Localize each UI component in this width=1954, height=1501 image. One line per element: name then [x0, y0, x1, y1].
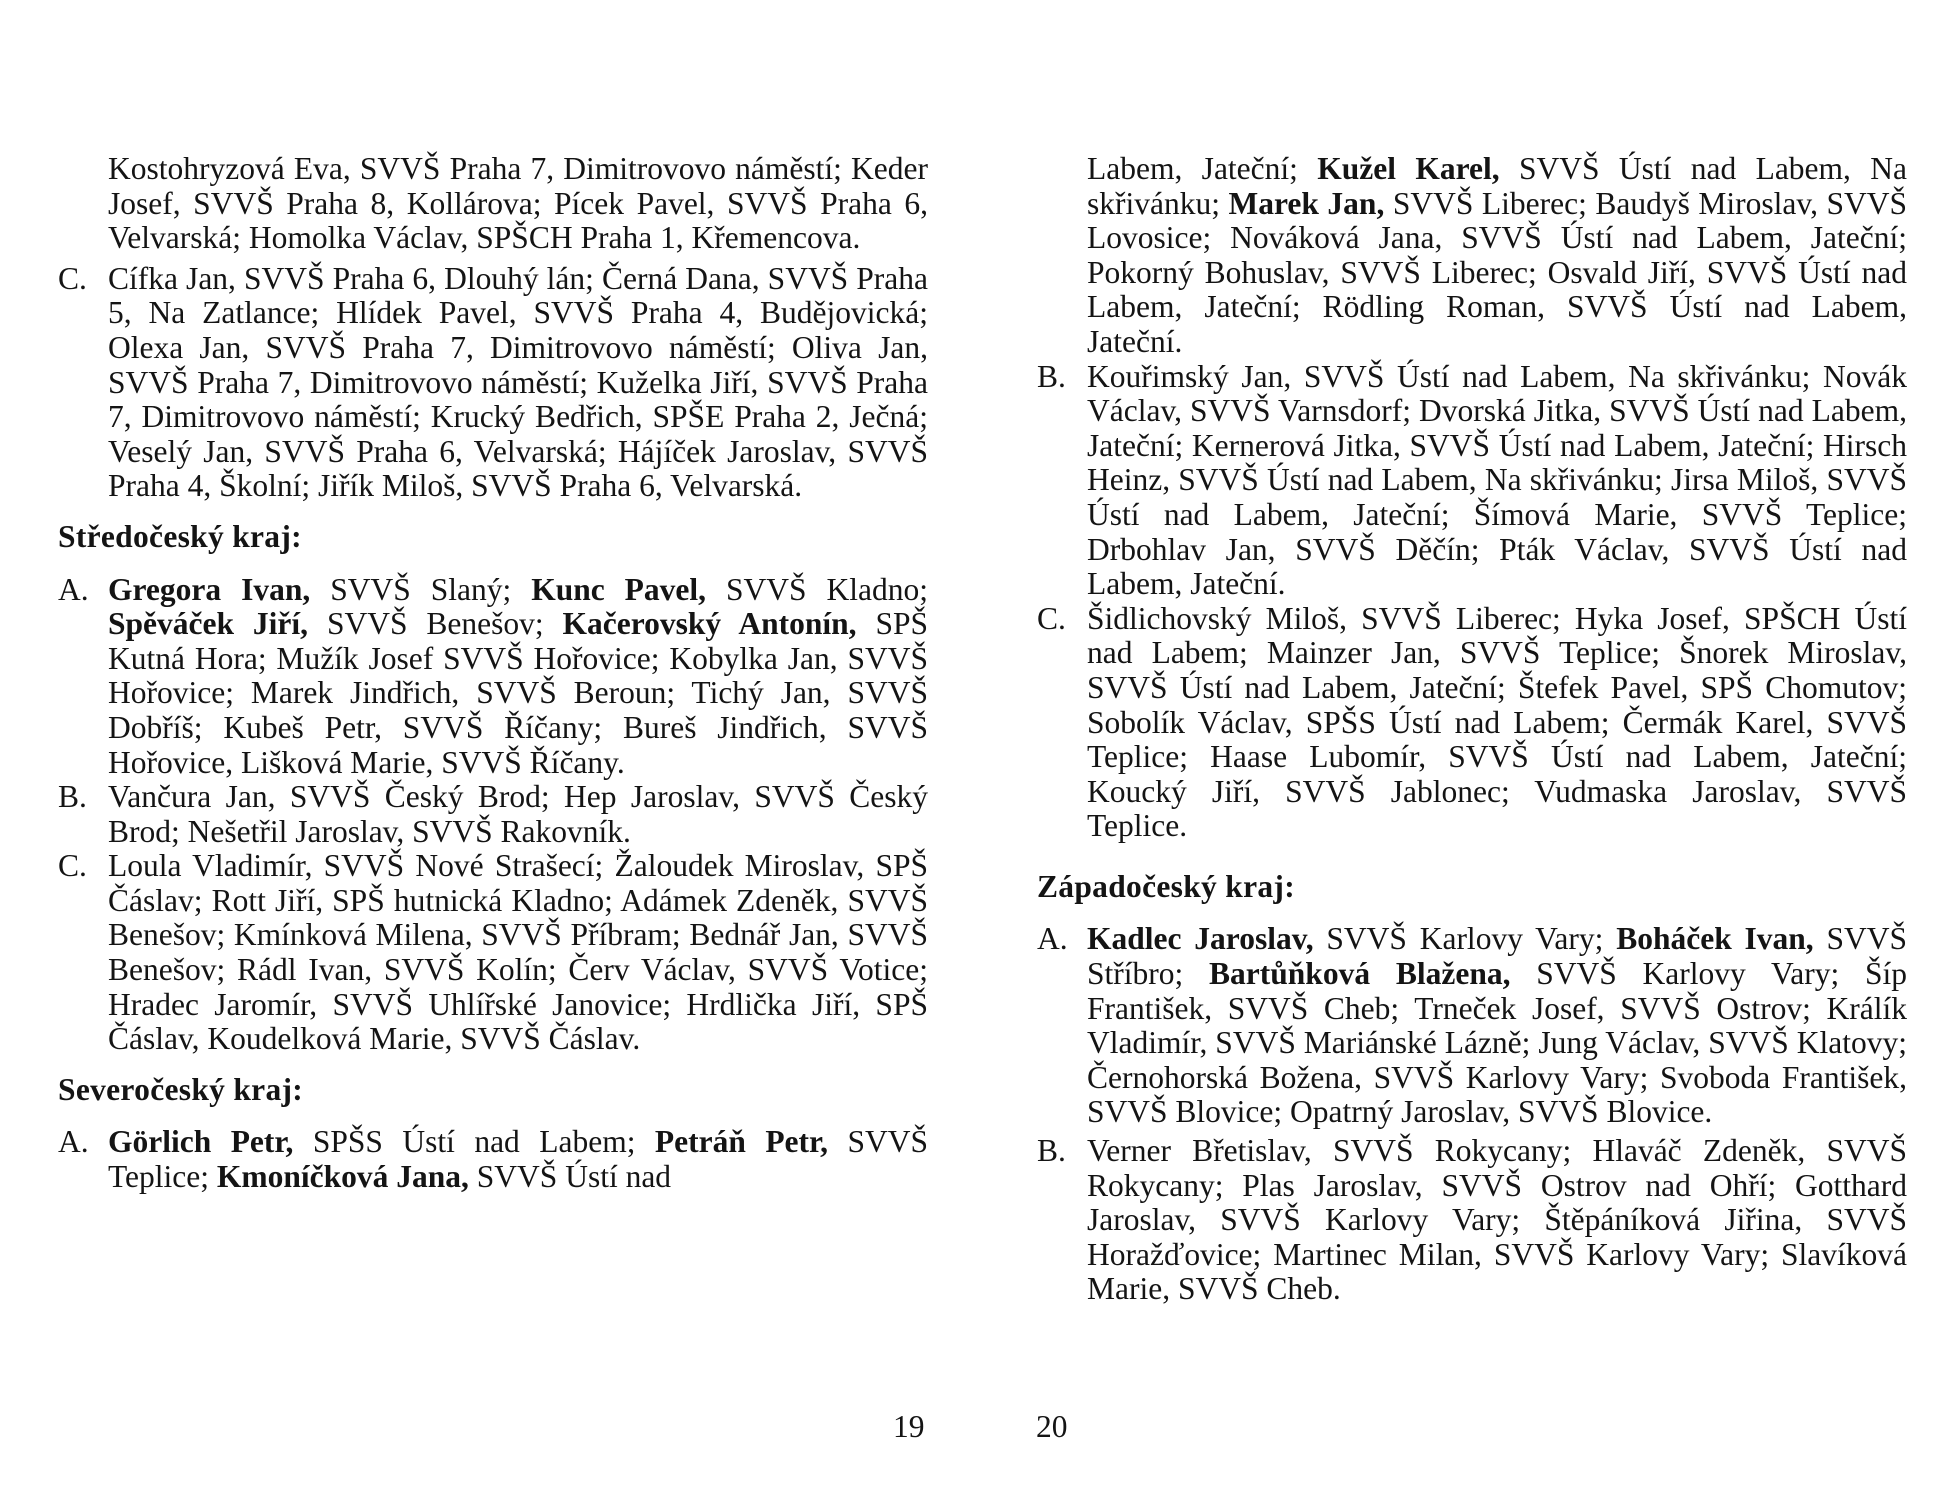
award-name: Spěváček Jiří, — [108, 606, 309, 642]
item-text: Cífka Jan, SVVŠ Praha 6, Dlouhý lán; Černá Dana, SVVŠ Praha 5, Na Zatlance; Hlídek Pavel, SVVŠ Praha 4, Budějovická; Olexa Jan, SVVŠ Praha 7, Dimitrovovo náměstí; Oliva Jan, SVVŠ Praha 7, Dimitrovovo náměstí; Kuželka Jiří, SVVŠ Praha 7, Dimitrovovo náměstí; Krucký Bedřich, SPŠE Praha 2, Ječná; Veselý Jan, SVVŠ Praha 6, Velvarská; Hájíček Jaroslav, SVVŠ Praha 4, Školní; Jiřík Miloš, SVVŠ Praha 6, Velvarská. — [108, 260, 928, 504]
item-text: Vančura Jan, SVVŠ Český Brod; Hep Jaroslav, SVVŠ Český Brod; Nešetřil Jaroslav, SVVŠ Rakovník. — [108, 779, 928, 849]
severocesky-section-c — [1037, 602, 1907, 844]
award-name: Kmoníčková Jana, — [216, 1159, 469, 1195]
award-name: Kužel Karel, — [1317, 151, 1500, 186]
award-name: Görlich Petr, — [108, 1124, 294, 1160]
item-text: SVVŠ Benešov; — [308, 606, 563, 642]
item-letter: C. — [58, 260, 87, 296]
item-letter: B. — [58, 779, 87, 815]
award-name: Kačerovský Antonín, — [562, 606, 857, 642]
stredocesky-section-a — [58, 573, 928, 781]
item-text: SVVŠ Karlovy Vary; — [1313, 921, 1617, 957]
region-heading-severocesky: Severočeský kraj: — [58, 1071, 304, 1107]
item-text: SVVŠ Slaný; — [310, 571, 532, 607]
award-name: Bartůňková Blažena, — [1209, 956, 1511, 992]
item-text: SVVŠ Ústí nad Labem, Na skřivánku; — [1087, 151, 1907, 221]
item-letter: C. — [1037, 600, 1066, 636]
zapadocesky-section-a — [1037, 922, 1907, 1130]
page-number-right: 20 — [1036, 1409, 1068, 1444]
item-text: Kouřimský Jan, SVVŠ Ústí nad Labem, Na skřivánku; Novák Václav, SVVŠ Varnsdorf; Dvorská Jitka, SVVŠ Ústí nad Labem, Jateční; Kernerová Jitka, SVVŠ Ústí nad Labem, Jateční; Hirsch Heinz, SVVŠ Ústí nad Labem, Na skřivánku; Jirsa Miloš, SVVŠ Ústí nad Labem, Jateční; Šímová Marie, SVVŠ Teplice; Drbohlav Jan, SVVŠ Děčín; Pták Václav, SVVŠ Ústí nad Labem, Jateční. — [1087, 358, 1907, 602]
award-name: Kunc Pavel, — [531, 571, 707, 607]
paragraph-continued — [1037, 152, 1907, 360]
item-letter: A. — [58, 571, 89, 607]
item-letter: C. — [58, 848, 87, 884]
left-page — [58, 152, 928, 1195]
item-text: SPŠS Ústí nad Labem; — [293, 1124, 655, 1160]
stredocesky-section-b — [58, 780, 928, 849]
award-name: Marek Jan, — [1228, 185, 1385, 221]
item-text: Labem, Jateční; — [1087, 151, 1318, 186]
page-number-left: 19 — [893, 1409, 925, 1444]
severocesky-section-b — [1037, 360, 1907, 602]
severocesky-section-a — [58, 1125, 928, 1194]
paragraph-continued: Kostohryzová Eva, SVVŠ Praha 7, Dimitrovovo náměstí; Keder Josef, SVVŠ Praha 8, Kollárova; Pícek Pavel, SVVŠ Praha 6, Velvarská; Homolka Václav, SPŠCH Praha 1, Křemencova. — [108, 151, 928, 256]
item-text: Verner Břetislav, SVVŠ Rokycany; Hlaváč Zdeněk, SVVŠ Rokycany; Plas Jaroslav, SVVŠ Ostrov nad Ohří; Gotthard Jaroslav, SVVŠ Karlovy Vary; Štěpáníková Jiřina, SVVŠ Horažďovice; Martinec Milan, SVVŠ Karlovy Vary; Slavíková Marie, SVVŠ Cheb. — [1087, 1133, 1907, 1307]
item-text: SPŠ Kutná Hora; Mužík Josef SVVŠ Hořovice; Kobylka Jan, SVVŠ Hořovice; Marek Jindřich, SVVŠ Beroun; Tichý Jan, SVVŠ Dobříš; Kubeš Petr, SVVŠ Říčany; Bureš Jindřich, SVVŠ Hořovice, Lišková Marie, SVVŠ Říčany. — [108, 606, 928, 780]
stredocesky-section-c — [58, 849, 928, 1057]
item-letter: A. — [1037, 921, 1068, 957]
item-text: Loula Vladimír, SVVŠ Nové Strašecí; Žaloudek Miroslav, SPŠ Čáslav; Rott Jiří, SPŠ hutnická Kladno; Adámek Zdeněk, SVVŠ Benešov; Kmínková Milena, SVVŠ Příbram; Bednář Jan, SVVŠ Benešov; Rádl Ivan, SVVŠ Kolín; Červ Václav, SVVŠ Votice; Hradec Jaromír, SVVŠ Uhlířské Janovice; Hrdlička Jiří, SPŠ Čáslav, Koudelková Marie, SVVŠ Čáslav. — [108, 848, 928, 1057]
item-letter: B. — [1037, 1133, 1066, 1169]
region-heading-zapadocesky: Západočeský kraj: — [1037, 868, 1295, 904]
item-text: SVVŠ Stříbro; — [1087, 921, 1908, 992]
item-text: SVVŠ Karlovy Vary; Šíp František, SVVŠ Cheb; Trneček Josef, SVVŠ Ostrov; Králík Vladimír, SVVŠ Mariánské Lázně; Jung Václav, SVVŠ Klatovy; Černohorská Božena, SVVŠ Karlovy Vary; Svoboda František, SVVŠ Blovice; Opatrný Jaroslav, SVVŠ Blovice. — [1087, 956, 1907, 1130]
region-heading-stredocesky: Středočeský kraj: — [58, 518, 302, 554]
award-name: Boháček Ivan, — [1616, 921, 1814, 957]
item-text: Šidlichovský Miloš, SVVŠ Liberec; Hyka Josef, SPŠCH Ústí nad Labem; Mainzer Jan, SVVŠ Teplice; Šnorek Miroslav, SVVŠ Ústí nad Labem, Jateční; Štefek Pavel, SPŠ Chomutov; Sobolík Václav, SPŠS Ústí nad Labem; Čermák Karel, SVVŠ Teplice; Haase Lubomír, SVVŠ Ústí nad Labem, Jateční; Koucký Jiří, SVVŠ Jablonec; Vudmaska Jaroslav, SVVŠ Teplice. — [1087, 600, 1907, 844]
item-letter: B. — [1037, 358, 1066, 394]
award-name: Kadlec Jaroslav, — [1087, 921, 1314, 957]
item-text: SVVŠ Liberec; Baudyš Miroslav, SVVŠ Lovosice; Nováková Jana, SVVŠ Ústí nad Labem, Jateční; Pokorný Bohuslav, SVVŠ Liberec; Osvald Jiří, SVVŠ Ústí nad Labem, Jateční; Rödling Roman, SVVŠ Ústí nad Labem, Jateční. — [1087, 185, 1907, 359]
item-letter: A. — [58, 1124, 89, 1160]
right-page — [1037, 152, 1907, 1307]
item-text: SVVŠ Ústí nad — [468, 1159, 672, 1195]
zapadocesky-section-b — [1037, 1134, 1907, 1307]
section-c-prague — [58, 262, 928, 504]
award-name: Gregora Ivan, — [108, 571, 311, 607]
item-text: SVVŠ Kladno; — [706, 571, 928, 607]
item-text: SVVŠ Teplice; — [108, 1124, 928, 1195]
award-name: Petráň Petr, — [654, 1124, 828, 1160]
